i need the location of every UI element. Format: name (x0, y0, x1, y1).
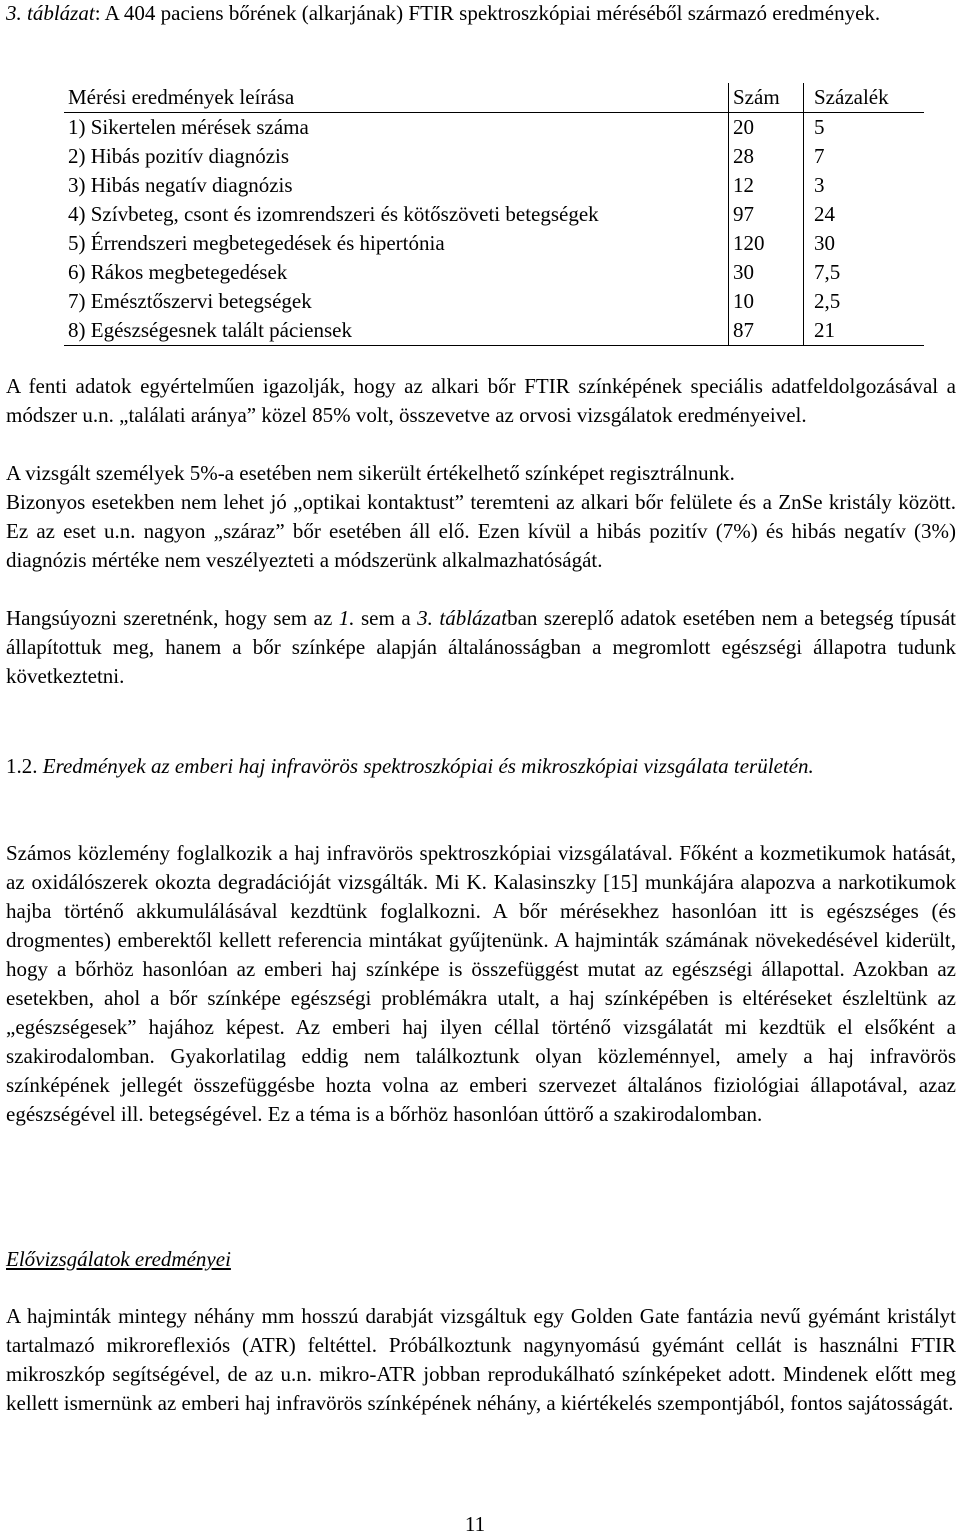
row-percent: 7 (804, 142, 925, 171)
row-count: 12 (729, 171, 804, 200)
paragraph-hair-research: Számos közlemény foglalkozik a haj infravörös spektroszkópiai vizsgálatával. Főként a kozmetikumok hatását, az oxidálószerek okozta degradációját vizsgálták. Mi K. Kalasinszky [15] munkájára alapozva a narkotikumok hajba történő akkumulálásával kezdtünk foglalkozni. A bőr mérésekhez hasonlóan itt is egészséges (és drogmentes) emberektől kellett referencia mintákat gyűjtenünk. A hajminták számának növekedésével kiderült, hogy a bőrhöz hasonlóan az emberi haj színképe is összefüggést mutat az egészségi állapottal. Azokban az esetekben, ahol a bőr színképe egészségi problémákra utalt, a haj színképében is eltéréseket észleltünk az „egészségesek” hajához képest. Az emberi haj ilyen céllal történő vizsgálatát mi kezdtük el elsőként a szakirodalomban. Gyakorlatilag eddig nem találkoztunk olyan közleménnyel, amely a haj infravörös színképének jellegét összefüggésbe hozta volna az emberi szervezet általános fiziológiai állapotával, azaz egészségével ill. betegségével. Ez a téma is a bőrhöz hasonlóan úttörő a szakirodalomban. (6, 841, 956, 1126)
emphasis-text-e: ban szereplő adatok esetében nem a betegség típusát állapítottuk meg, hanem a bőr színképe alapján általánosságban a megromlott egészségi állapotra tudunk következtetni. (6, 606, 956, 688)
table-caption-text: : A 404 paciens bőrének (alkarjának) FTIR spektroszkópiai méréséből származó eredmények. (94, 1, 881, 25)
results-table (64, 83, 924, 346)
row-description: 7) Emésztőszervi betegségek (68, 289, 312, 313)
row-count: 97 (729, 200, 804, 229)
header-count: Szám (729, 83, 804, 113)
row-percent: 21 (804, 316, 925, 346)
row-count: 120 (729, 229, 804, 258)
paragraph-failed-measurements: A vizsgált személyek 5%-a esetében nem sikerült értékelhető színképet regisztrálnunk. (6, 461, 735, 485)
row-description: 4) Szívbeteg, csont és izomrendszeri és kötőszöveti betegségek (68, 202, 599, 226)
section-title: Eredmények az emberi haj infravörös spektroszkópiai és mikroszkópiai vizsgálata területén. (37, 754, 814, 778)
table-header-row (64, 83, 924, 113)
emphasis-text-a: Hangsúyozni szeretnénk, hogy sem az (6, 606, 339, 630)
header-percent: Százalék (804, 83, 925, 113)
table-row (64, 142, 924, 171)
table-caption (6, 0, 956, 27)
table-row (64, 113, 924, 143)
page-number: 11 (464, 1512, 486, 1536)
row-percent: 7,5 (804, 258, 925, 287)
subheading-preliminary: Elővizsgálatok eredményei (6, 1247, 231, 1271)
row-count: 10 (729, 287, 804, 316)
table-row (64, 316, 924, 346)
row-count: 28 (729, 142, 804, 171)
emphasis-text-c: sem a (354, 606, 418, 630)
row-percent: 5 (804, 113, 925, 143)
row-description: 3) Hibás negatív diagnózis (68, 173, 293, 197)
paragraph-emphasis (6, 604, 956, 691)
row-count: 20 (729, 113, 804, 143)
section-number: 1.2. (6, 754, 38, 778)
row-description: 5) Érrendszeri megbetegedések és hipertónia (68, 231, 445, 255)
emphasis-ref-1: 1. (338, 606, 355, 630)
paragraph-preliminary-results: A hajminták mintegy néhány mm hosszú darabját vizsgáltuk egy Golden Gate fantázia nevű gyémánt kristályt tartalmazó mikroreflexiós (ATR) feltéttel. Próbálkoztunk nagynyomású gyémánt cellát is használni FTIR mikroszkóp segítségével, de az u.n. mikro-ATR jobban reprodukálható színképeket adott. Mindenek előtt meg kellett ismernünk az emberi haj infravörös színképének néhány, a kiértékelés szempontjából, fontos sajátosságát. (6, 1304, 956, 1415)
row-percent: 3 (804, 171, 925, 200)
paragraph-optical-contact: Bizonyos esetekben nem lehet jó „optikai kontaktust” teremteni az alkari bőr felülete és a ZnSe kristály között. Ez az eset u.n. nagyon „száraz” bőr esetében áll elő. Ezen kívül a hibás pozitív (7%) és hibás negatív (3%) diagnózis mértéke nem veszélyezteti a módszerünk alkalmazhatóságát. (6, 490, 956, 572)
table-row (64, 200, 924, 229)
table-row (64, 171, 924, 200)
paragraph-conclusion: A fenti adatok egyértelműen igazolják, hogy az alkari bőr FTIR színképének speciális adatfeldolgozásával a módszer u.n. „találati aránya” közel 85% volt, összevetve az orvosi vizsgálatok eredményeivel. (6, 374, 956, 427)
row-description: 8) Egészségesnek talált páciensek (64, 316, 729, 346)
row-description: 6) Rákos megbetegedések (68, 260, 288, 284)
row-description: 2) Hibás pozitív diagnózis (68, 144, 290, 168)
section-heading (6, 752, 956, 781)
row-percent: 2,5 (804, 287, 925, 316)
table-row (64, 229, 924, 258)
table-row (64, 287, 924, 316)
row-percent: 30 (804, 229, 925, 258)
emphasis-ref-3: 3. táblázat (417, 606, 508, 630)
row-percent: 24 (804, 200, 925, 229)
header-description: Mérési eredmények leírása (64, 83, 729, 113)
row-description: 1) Sikertelen mérések száma (68, 115, 309, 139)
table-row (64, 258, 924, 287)
table-caption-label: 3. táblázat (6, 1, 95, 25)
row-count: 87 (729, 316, 804, 346)
row-count: 30 (729, 258, 804, 287)
